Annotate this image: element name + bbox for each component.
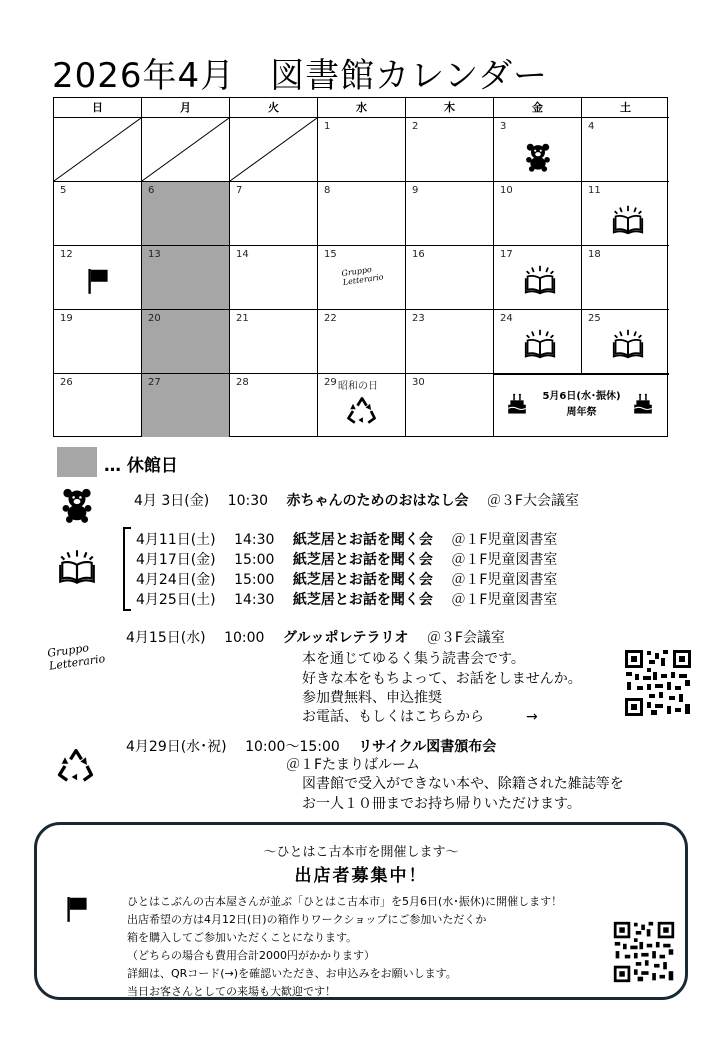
event-time: 10:00～15:00	[245, 739, 340, 755]
event-baby-storytime	[134, 490, 579, 510]
calendar-day[interactable]	[54, 310, 142, 374]
event-date: 4月15日(水)	[126, 630, 206, 646]
calendar-day[interactable]	[582, 182, 669, 246]
calendar-day[interactable]	[54, 374, 142, 437]
calendar-day[interactable]	[230, 182, 318, 246]
event-time: 15:00	[234, 572, 275, 588]
event-title: 紙芝居とお話を聞く会	[292, 592, 433, 608]
day-number: 16	[412, 249, 425, 260]
event-date: 4月17日(金)	[136, 552, 216, 568]
calendar-day-closed[interactable]	[142, 182, 230, 246]
event-time: 15:00	[234, 552, 275, 568]
event-kamishibai-row	[136, 569, 557, 589]
event-description: お一人１０冊までお持ち帰りいただけます。	[302, 796, 581, 812]
day-number: 28	[236, 377, 249, 388]
day-number: 25	[588, 313, 601, 324]
event-kamishibai-row	[136, 589, 557, 609]
event-description: お電話、もしくはこちらから →	[302, 709, 538, 725]
open-book-icon	[522, 328, 558, 360]
day-number: 8	[324, 185, 331, 196]
event-recycle-books	[126, 736, 496, 756]
weekday-tue: 火	[230, 98, 318, 118]
recycle-icon	[54, 746, 98, 786]
holiday-label: 昭和の日	[338, 381, 378, 392]
event-reading-club	[126, 627, 505, 647]
open-book-icon	[522, 264, 558, 296]
day-number: 1	[324, 121, 331, 132]
day-number: 23	[412, 313, 425, 324]
weekday-sun: 日	[54, 98, 142, 118]
day-number: 19	[60, 313, 73, 324]
calendar-day[interactable]	[318, 182, 406, 246]
event-place: ＠１F児童図書室	[451, 552, 558, 568]
weekday-mon: 月	[142, 98, 230, 118]
day-number: 4	[588, 121, 595, 132]
day-number: 6	[148, 185, 155, 196]
calendar-day-closed[interactable]	[142, 246, 230, 310]
event-date: 4月24日(金)	[136, 572, 216, 588]
event-date: 4月29日(水･祝)	[126, 739, 227, 755]
calendar-cell-empty	[54, 118, 142, 182]
event-title: 紙芝居とお話を聞く会	[292, 532, 433, 548]
event-description: 参加費無料、申込推奨	[302, 690, 442, 706]
notice-line: 当日お客さんとしての来場も大歓迎です！	[127, 985, 336, 998]
closed-day-legend: … 休館日	[104, 456, 178, 476]
festival-date: 5月6日(水･振休)	[542, 391, 621, 402]
calendar-day[interactable]	[406, 246, 494, 310]
notice-subtitle: ～ひとはこ古本市を開催します～	[263, 845, 459, 860]
event-title: 赤ちゃんのためのおはなし会	[286, 493, 469, 509]
day-number: 10	[500, 185, 513, 196]
event-place: ＠３F会議室	[426, 630, 505, 646]
event-time: 10:00	[224, 630, 265, 646]
closed-day-swatch	[57, 447, 97, 477]
calendar-day[interactable]	[230, 310, 318, 374]
event-kamishibai-row	[136, 529, 557, 549]
notice-line: 出店希望の方は4月12日(日)の箱作りワークショップにご参加いただくか	[127, 913, 487, 926]
weekday-wed: 水	[318, 98, 406, 118]
calendar-day[interactable]	[494, 246, 582, 310]
recycle-icon	[344, 394, 380, 428]
event-time: 14:30	[234, 532, 275, 548]
day-number: 3	[500, 121, 507, 132]
notice-line: （どちらの場合も費用合計2000円がかかります）	[127, 949, 375, 962]
festival-title: 周年祭	[566, 407, 597, 418]
day-number: 9	[412, 185, 419, 196]
open-book-icon	[56, 548, 98, 586]
calendar-day[interactable]	[494, 182, 582, 246]
event-kamishibai-row	[136, 549, 557, 569]
event-title: グルッポレテラリオ	[282, 630, 409, 646]
event-title: 紙芝居とお話を聞く会	[292, 572, 433, 588]
day-number: 18	[588, 249, 601, 260]
day-number: 7	[236, 185, 243, 196]
calendar-day[interactable]	[54, 182, 142, 246]
day-number: 5	[60, 185, 67, 196]
weekday-fri: 金	[494, 98, 582, 118]
day-number: 20	[148, 313, 161, 324]
day-number: 13	[148, 249, 161, 260]
calendar-day-closed[interactable]	[142, 374, 230, 437]
weekday-sat: 土	[582, 98, 669, 118]
calendar-day[interactable]	[230, 374, 318, 437]
day-number: 26	[60, 377, 73, 388]
day-number: 21	[236, 313, 249, 324]
notice-line: 箱を購入してご参加いただくことになります。	[127, 931, 358, 944]
event-date: 4月11日(土)	[136, 532, 216, 548]
weekday-thu: 木	[406, 98, 494, 118]
day-number: 22	[324, 313, 337, 324]
gruppo-letterario-logo: Gruppo Letterario	[46, 641, 106, 673]
calendar-day[interactable]	[406, 182, 494, 246]
day-number: 29	[324, 377, 337, 388]
event-date: 4月 3日(金)	[134, 493, 210, 509]
event-title: 紙芝居とお話を聞く会	[292, 552, 433, 568]
notice-body	[127, 893, 562, 1001]
calendar-day[interactable]	[318, 310, 406, 374]
event-time: 14:30	[234, 592, 275, 608]
event-place: ＠１F児童図書室	[451, 532, 558, 548]
day-number: 11	[588, 185, 601, 196]
day-number: 17	[500, 249, 513, 260]
event-description: 好きな本をもちよって、お話をしませんか。	[302, 671, 582, 687]
calendar-day[interactable]	[54, 246, 142, 310]
event-time: 10:30	[227, 493, 269, 509]
reading-club-qr-code[interactable]	[623, 648, 693, 718]
event-title: リサイクル図書頒布会	[358, 739, 497, 755]
calendar-day[interactable]	[406, 118, 494, 182]
teddy-bear-icon	[524, 138, 552, 176]
day-number: 27	[148, 377, 161, 388]
calendar-day[interactable]	[406, 374, 494, 437]
calendar-day[interactable]	[582, 246, 669, 310]
notice-line: ひとはこぶんの古本屋さんが並ぶ「ひとはこ古本市」を5月6日(水･振休)に開催します！	[127, 895, 563, 908]
open-book-icon	[610, 328, 646, 360]
calendar-day[interactable]	[318, 374, 406, 437]
calendar-cell-empty	[230, 118, 318, 182]
gruppo-letterario-logo: Gruppo Letterario	[340, 264, 385, 287]
event-place: ＠１F児童図書室	[451, 592, 558, 608]
event-place: ＠１F児童図書室	[451, 572, 558, 588]
day-number: 24	[500, 313, 513, 324]
page-title: 2026年4月 図書館カレンダー	[52, 56, 548, 96]
calendar	[53, 97, 668, 437]
book-fair-notice	[34, 822, 688, 1000]
event-place: ＠３F大会議室	[486, 493, 579, 509]
calendar-day[interactable]	[582, 310, 669, 374]
book-fair-qr-code[interactable]	[612, 920, 676, 984]
calendar-day[interactable]	[494, 310, 582, 374]
day-number: 14	[236, 249, 249, 260]
event-description: 本を通じてゆるく集う読書会です。	[302, 651, 525, 667]
day-number: 15	[324, 249, 337, 260]
notice-heading: 出店者募集中！	[294, 866, 428, 886]
calendar-day[interactable]	[494, 118, 582, 182]
day-number: 30	[412, 377, 425, 388]
cake-icon	[632, 393, 654, 415]
calendar-day[interactable]	[230, 246, 318, 310]
event-date: 4月25日(土)	[136, 592, 216, 608]
flag-icon	[86, 266, 110, 296]
calendar-day[interactable]	[318, 246, 406, 310]
day-number: 2	[412, 121, 419, 132]
calendar-cell-empty	[142, 118, 230, 182]
notice-line: 詳細は、QRコード(→)を確認いただき、お申込みをお願いします。	[127, 967, 457, 980]
bracket	[123, 527, 131, 611]
open-book-icon	[610, 204, 646, 236]
calendar-day[interactable]	[582, 118, 669, 182]
calendar-day-closed[interactable]	[142, 310, 230, 374]
flag-icon	[65, 893, 89, 925]
calendar-day[interactable]	[318, 118, 406, 182]
day-number: 12	[60, 249, 73, 260]
event-description: 図書館で受入ができない本や、除籍された雑誌等を	[302, 776, 624, 792]
festival-note	[494, 374, 669, 437]
teddy-bear-icon	[60, 484, 94, 526]
event-place: ＠１Fたまりばルーム	[286, 757, 421, 773]
calendar-day[interactable]	[406, 310, 494, 374]
